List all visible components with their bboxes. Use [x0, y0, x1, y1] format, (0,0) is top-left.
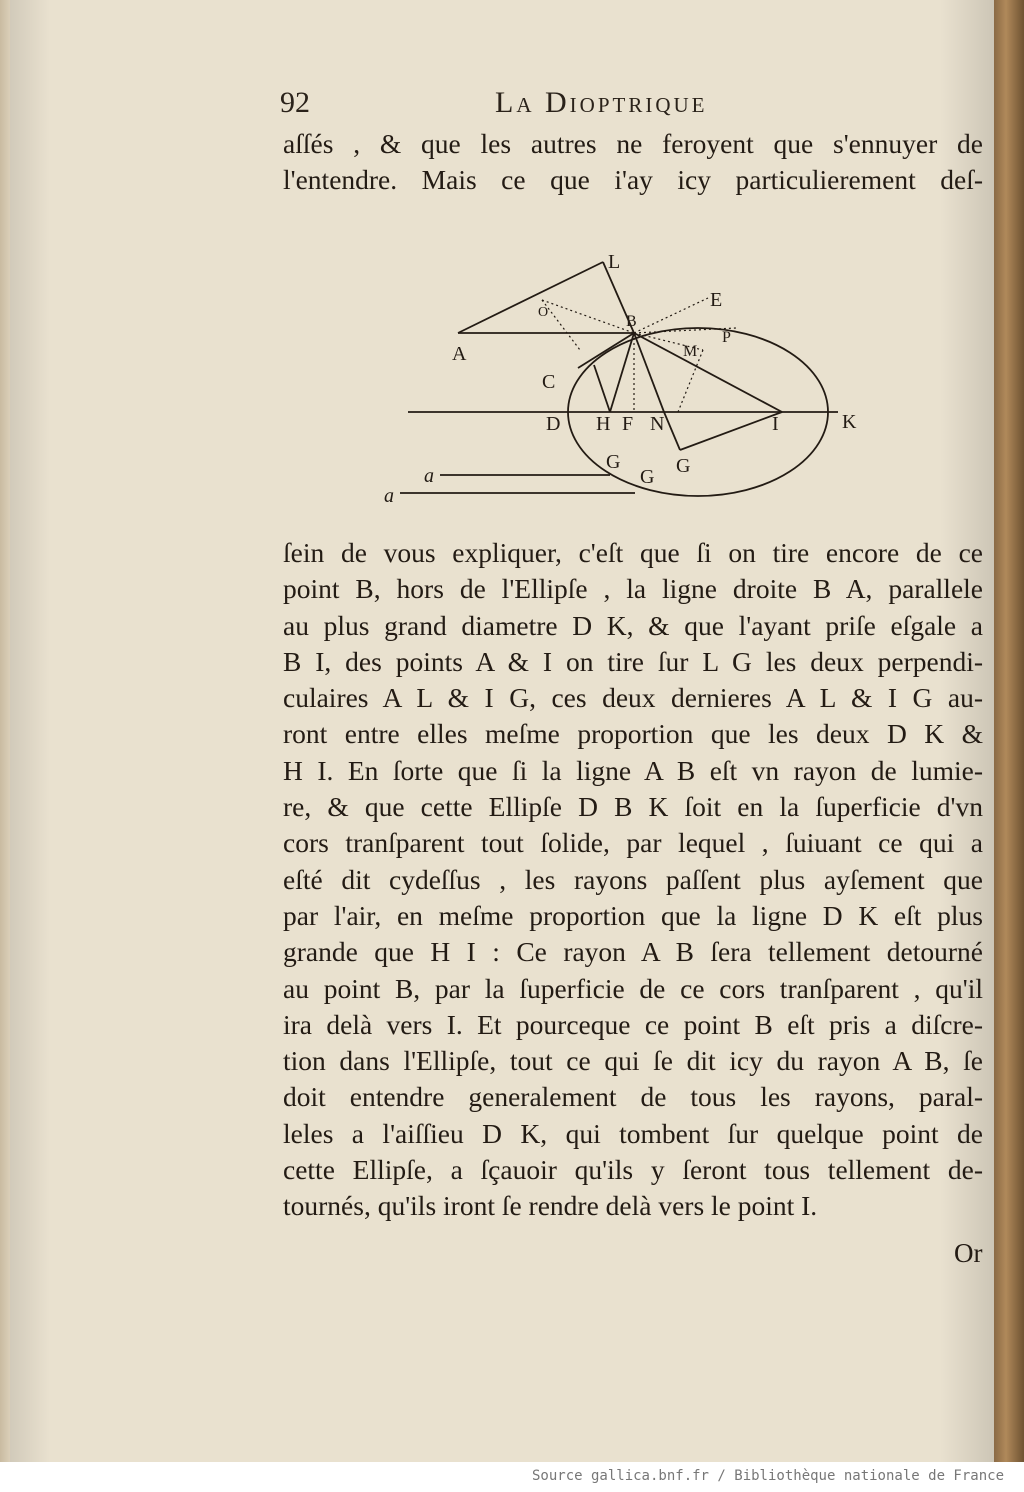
text-line: eſté dit cydeſſus , les rayons paſſent plus ayſement que [283, 863, 983, 895]
source-attribution: Source gallica.bnf.fr / Bibliothèque nationale de France [531, 1468, 1004, 1484]
source-footer [0, 1462, 1024, 1492]
ellipse-diagram [370, 240, 890, 530]
label-a-ray-1: a [424, 465, 434, 487]
label-g: G [676, 455, 691, 477]
text-line: au plus grand diametre D K, & que l'ayant priſe eſgale a [283, 609, 983, 641]
text-line: point B, hors de l'Ellipſe , la ligne droite B A, parallele [283, 573, 983, 605]
line-h-left [594, 365, 610, 412]
text-line: doit entendre generalement de tous les rayons, paral- [283, 1081, 983, 1113]
text-line: leles a l'aiſſieu D K, qui tombent ſur quelque point de [283, 1117, 983, 1149]
label-a-ray-2: a [384, 485, 394, 507]
text-line: tournés, qu'ils iront ſe rendre delà vers le point I. [283, 1190, 818, 1222]
text-line: l'entendre. Mais ce que i'ay icy particulierement deſ- [283, 164, 983, 196]
label-f: F [622, 413, 634, 435]
text-line: H I. En ſorte que ſi la ligne A B eſt vn rayon de lumie- [283, 754, 983, 786]
book-binding-edge [994, 0, 1024, 1462]
label-l: L [608, 251, 621, 273]
label-m: M [683, 343, 698, 360]
text-line: cette Ellipſe, a ſçauoir qu'ils y ſeront tous tellement de- [283, 1154, 983, 1186]
line-ng [664, 412, 680, 450]
text-line: ira delà vers I. Et pourceque ce point B eſt pris a diſcre- [283, 1008, 983, 1040]
ellipse-diagram-svg [370, 240, 890, 530]
label-n: N [650, 413, 665, 435]
label-h: H [596, 413, 611, 435]
text-line: tion dans l'Ellipſe, tout ce qui ſe dit icy du rayon A B, ſe [283, 1045, 983, 1077]
text-line: grande que H I : Ce rayon A B ſera tellement detourné [283, 936, 983, 968]
dotted-ob [542, 300, 634, 333]
label-d: D [546, 413, 561, 435]
text-line: ront entre elles meſme proportion que les deux D K & [283, 718, 983, 750]
catchword: Or [954, 1238, 983, 1268]
line-al [458, 262, 603, 333]
text-line: cors tranſparent tout ſolide, par lequel , ſuiuant ce qui a [283, 827, 983, 859]
page-number: 92 [280, 86, 310, 119]
text-line: aſſés , & que les autres ne feroyent que s'ennuyer de [283, 128, 983, 159]
label-g-small-1: G [606, 451, 621, 473]
line-ig [680, 412, 782, 450]
text-line: au point B, par la ſuperficie de ce cors tranſparent , qu'il [283, 972, 983, 1004]
label-o: O [538, 305, 549, 320]
text-line: B I, des points A & I on tire ſur L G les deux perpendi- [283, 645, 983, 677]
page-header [280, 86, 980, 126]
label-k: K [842, 411, 857, 433]
text-line: par l'air, en meſme proportion que la ligne D K eſt plus [283, 899, 983, 931]
running-title: La Dioptrique [495, 86, 708, 119]
label-p: P [722, 329, 731, 346]
top-paragraph [283, 126, 983, 199]
line-bn [634, 333, 664, 412]
label-g-small-2: G [640, 466, 655, 488]
label-b: B [626, 313, 637, 330]
text-line: culaires A L & I G, ces deux dernieres A L & I G au- [283, 682, 983, 714]
label-i: I [772, 413, 779, 435]
label-c: C [542, 371, 556, 393]
text-line: re, & que cette Ellipſe D B K ſoit en la ſuperficie d'vn [283, 791, 983, 823]
label-e: E [710, 289, 723, 311]
main-paragraph [283, 535, 983, 1225]
label-a-upper: A [452, 343, 467, 365]
line-bi [634, 333, 782, 412]
text-line: ſein de vous expliquer, c'eſt que ſi on tire encore de ce [283, 537, 983, 568]
